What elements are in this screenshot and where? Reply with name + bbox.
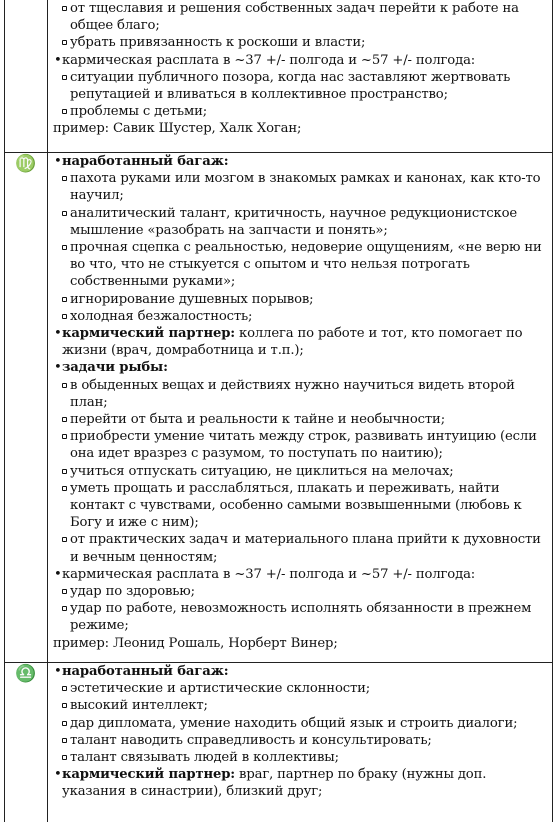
sub-bullet-item: [53, 291, 548, 308]
item-heading: наработанный багаж:: [62, 154, 228, 169]
item-text: от тщеславия и решения собственных задач перейти к работе на общее благо;: [70, 1, 519, 33]
item-heading: кармический партнер:: [62, 767, 235, 782]
sub-bullet-item: [53, 600, 548, 634]
sub-bullet-item: [53, 697, 548, 714]
sub-bullet-item: [53, 103, 548, 120]
description-cell: [48, 663, 553, 822]
bullet-item: [53, 153, 548, 170]
item-text: приобрести умение читать между строк, развивать интуицию (если она идет вразрез с разумом, то поступать по наитию);: [70, 429, 537, 461]
bullet-item: [53, 566, 548, 583]
item-text: пример: Леонид Рошаль, Норберт Винер;: [53, 636, 338, 651]
sub-bullet-item: [53, 308, 548, 325]
sub-bullet-item: [53, 0, 548, 34]
table-row: [5, 663, 553, 822]
sub-bullet-item: [53, 428, 548, 462]
sub-bullet-item: [53, 69, 548, 103]
document-page: [4, 0, 553, 819]
item-text: высокий интеллект;: [70, 698, 208, 713]
item-text: пахота руками или мозгом в знакомых рамках и канонах, как кто-то научил;: [70, 171, 540, 203]
item-text: удар по работе, невозможность исполнять обязанности в прежнем режиме;: [70, 601, 531, 633]
bullet-item: [53, 766, 548, 800]
item-text: перейти от быта и реальности к тайне и необычности;: [70, 412, 445, 427]
zodiac-symbol-cell: [5, 153, 48, 663]
item-text: дар дипломата, умение находить общий язык и строить диалоги;: [70, 716, 517, 731]
item-text: в обыденных вещах и действиях нужно научиться видеть второй план;: [70, 378, 515, 410]
item-text: коллега по работе и тот, кто помогает по жизни (врач, домработница и т.п.);: [62, 326, 522, 358]
item-text: проблемы с детьми;: [70, 104, 207, 119]
sub-bullet-item: [53, 732, 548, 749]
sub-bullet-item: [53, 377, 548, 411]
karmic-table: [4, 0, 553, 822]
sub-bullet-item: [53, 411, 548, 428]
item-text: убрать привязанность к роскоши и власти;: [70, 35, 365, 50]
virgo-icon: ♍: [15, 154, 36, 174]
item-text: ситуации публичного позора, когда нас заставляют жертвовать репутацией и вливаться в коллективное пространство;: [70, 70, 510, 102]
bullet-item: [53, 52, 548, 69]
example-line: [53, 120, 548, 137]
sub-bullet-item: [53, 531, 548, 565]
item-text: уметь прощать и расслабляться, плакать и переживать, найти контакт с чувствами, особенно самыми возвышенными (любовь к Богу и иже с ним);: [70, 481, 522, 530]
item-text: игнорирование душевных порывов;: [70, 292, 313, 307]
description-cell: [48, 0, 553, 153]
item-text: талант наводить справедливость и консультировать;: [70, 733, 432, 748]
example-line: [53, 635, 548, 652]
item-text: удар по здоровью;: [70, 584, 195, 599]
item-text: кармическая расплата в ~37 +/- полгода и ~57 +/- полгода:: [62, 567, 475, 582]
sub-bullet-item: [53, 715, 548, 732]
item-text: талант связывать людей в коллективы;: [70, 750, 339, 765]
sub-bullet-item: [53, 463, 548, 480]
item-text: холодная безжалостность;: [70, 309, 252, 324]
item-text: прочная сцепка с реальностью, недоверие ощущениям, «не верю ни во что, что не стыкуется с опытом и что нельзя потрогать собственными руками»;: [70, 240, 542, 289]
item-text: учиться отпускать ситуацию, не циклиться на мелочах;: [70, 464, 454, 479]
bullet-item: [53, 325, 548, 359]
sub-bullet-item: [53, 34, 548, 51]
item-heading: кармический партнер:: [62, 326, 235, 341]
item-text: аналитический талант, критичность, научное редукционистское мышление «разобрать на запчасти и понять»;: [70, 206, 517, 238]
item-text: враг, партнер по браку (нужны доп. указания в синастрии), близкий друг;: [62, 767, 486, 799]
libra-icon: ♎: [15, 664, 36, 684]
table-row: [5, 0, 553, 153]
sub-bullet-item: [53, 583, 548, 600]
item-heading: задачи рыбы:: [62, 360, 168, 375]
table-row: [5, 153, 553, 663]
sub-bullet-item: [53, 205, 548, 239]
item-text: эстетические и артистические склонности;: [70, 681, 370, 696]
item-text: пример: Савик Шустер, Халк Хоган;: [53, 121, 301, 136]
sub-bullet-item: [53, 680, 548, 697]
sub-bullet-item: [53, 239, 548, 291]
zodiac-symbol-cell: [5, 663, 48, 822]
item-text: кармическая расплата в ~37 +/- полгода и ~57 +/- полгода:: [62, 53, 475, 68]
sub-bullet-item: [53, 170, 548, 204]
description-cell: [48, 153, 553, 663]
item-heading: наработанный багаж:: [62, 664, 228, 679]
sub-bullet-item: [53, 749, 548, 766]
bullet-item: [53, 359, 548, 376]
bullet-item: [53, 663, 548, 680]
zodiac-symbol-cell: [5, 0, 48, 153]
item-text: от практических задач и материального плана прийти к духовности и вечным ценностям;: [70, 532, 541, 564]
sub-bullet-item: [53, 480, 548, 532]
